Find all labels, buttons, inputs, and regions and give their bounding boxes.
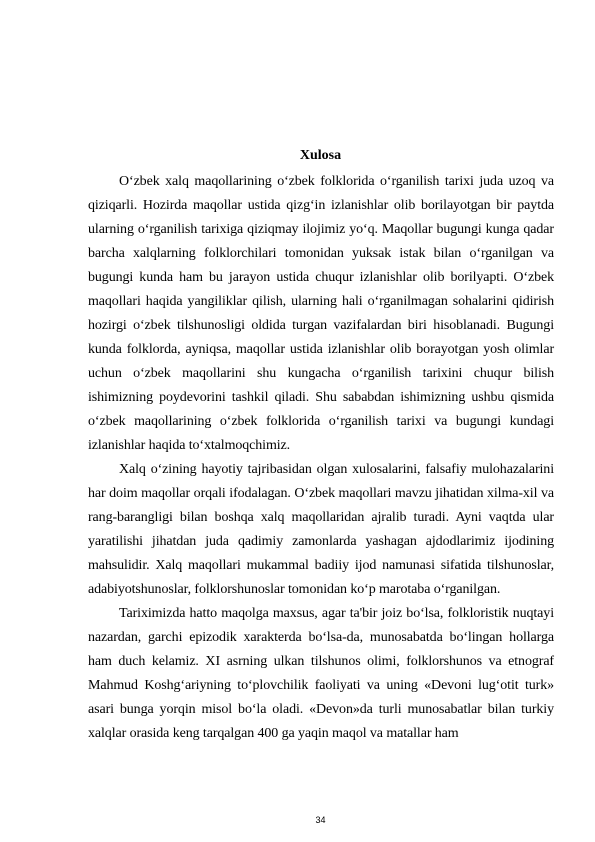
page-number: 34: [315, 815, 326, 825]
paragraph: Xalq o‘zining hayotiy tajribasidan olgan xulosalarini, falsafiy mulohazalarini har doim maqollar orqali ifodalagan. O‘zbek maqollari mavzu jihatidan xilma-xil va rang-barangligi bilan boshqa xalq maqollaridan ajralib turadi. Ayni vaqtda ular yaratilishi jihatdan juda qadimiy zamonlarda yashagan ajdodlarimiz ijodining mahsulidir. Xalq maqollari mukammal badiiy ijod namunasi sifatida tilshunoslar, adabiyotshunoslar, folklorshunoslar tomonidan ko‘p marotaba o‘rganilgan.: [88, 462, 554, 597]
page-title: Xulosa: [299, 148, 342, 163]
paragraph: O‘zbek xalq maqollarining o‘zbek folklorida o‘rganilish tarixi juda uzoq va qiziqarli. Hozirda maqollar ustida qizg‘in izlanishlar olib borilayotgan bir paytda ularning o‘rganilish tarixiga qiziqmay ilojimiz yo‘q. Maqollar bugungi kunga qadar barcha xalqlarning folklorchilari tomonidan yuksak istak bilan o‘rganilgan va bugungi kunda ham bu jarayon ustida chuqur izlanishlar olib borilyapti. O‘zbek maqollari haqida yangiliklar qilish, ularning hali o‘rganilmagan sohalarini qidirish hozirgi o‘zbek tilshunosligi oldida turgan vazifalardan biri hisoblanadi. Bugungi kunda folklorda, ayniqsa, maqollar ustida izlanishlar olib borayotgan yosh olimlar uchun o‘zbek maqollarini shu kungacha o‘rganilish tarixini chuqur bilish ishimizning poydevorini tashkil qiladi. Shu sababdan ishimizning ushbu qismida o‘zbek maqollarining o‘zbek folklorida o‘rganilish tarixi va bugungi kundagi izlanishlar haqida to‘xtalmoqchimiz.: [88, 174, 554, 453]
paragraph: Tariximizda hatto maqolga maxsus, agar ta'bir joiz bo‘lsa, folkloristik nuqtayi nazardan, garchi epizodik xarakterda bo‘lsa-da, munosabatda bo‘lingan hollarga ham duch kelamiz. XI asrning ulkan tilshunos olimi, folklorshunos va etnograf Mahmud Koshg‘ariyning to‘plovchilik faoliyati va uning «Devoni lug‘otit turk» asari bunga yorqin misol bo‘la oladi. «Devon»da turli munosabatlar bilan turkiy xalqlar orasida keng tarqalgan 400 ga yaqin maqol va matallar ham: [88, 606, 554, 741]
document-body: [88, 170, 554, 746]
